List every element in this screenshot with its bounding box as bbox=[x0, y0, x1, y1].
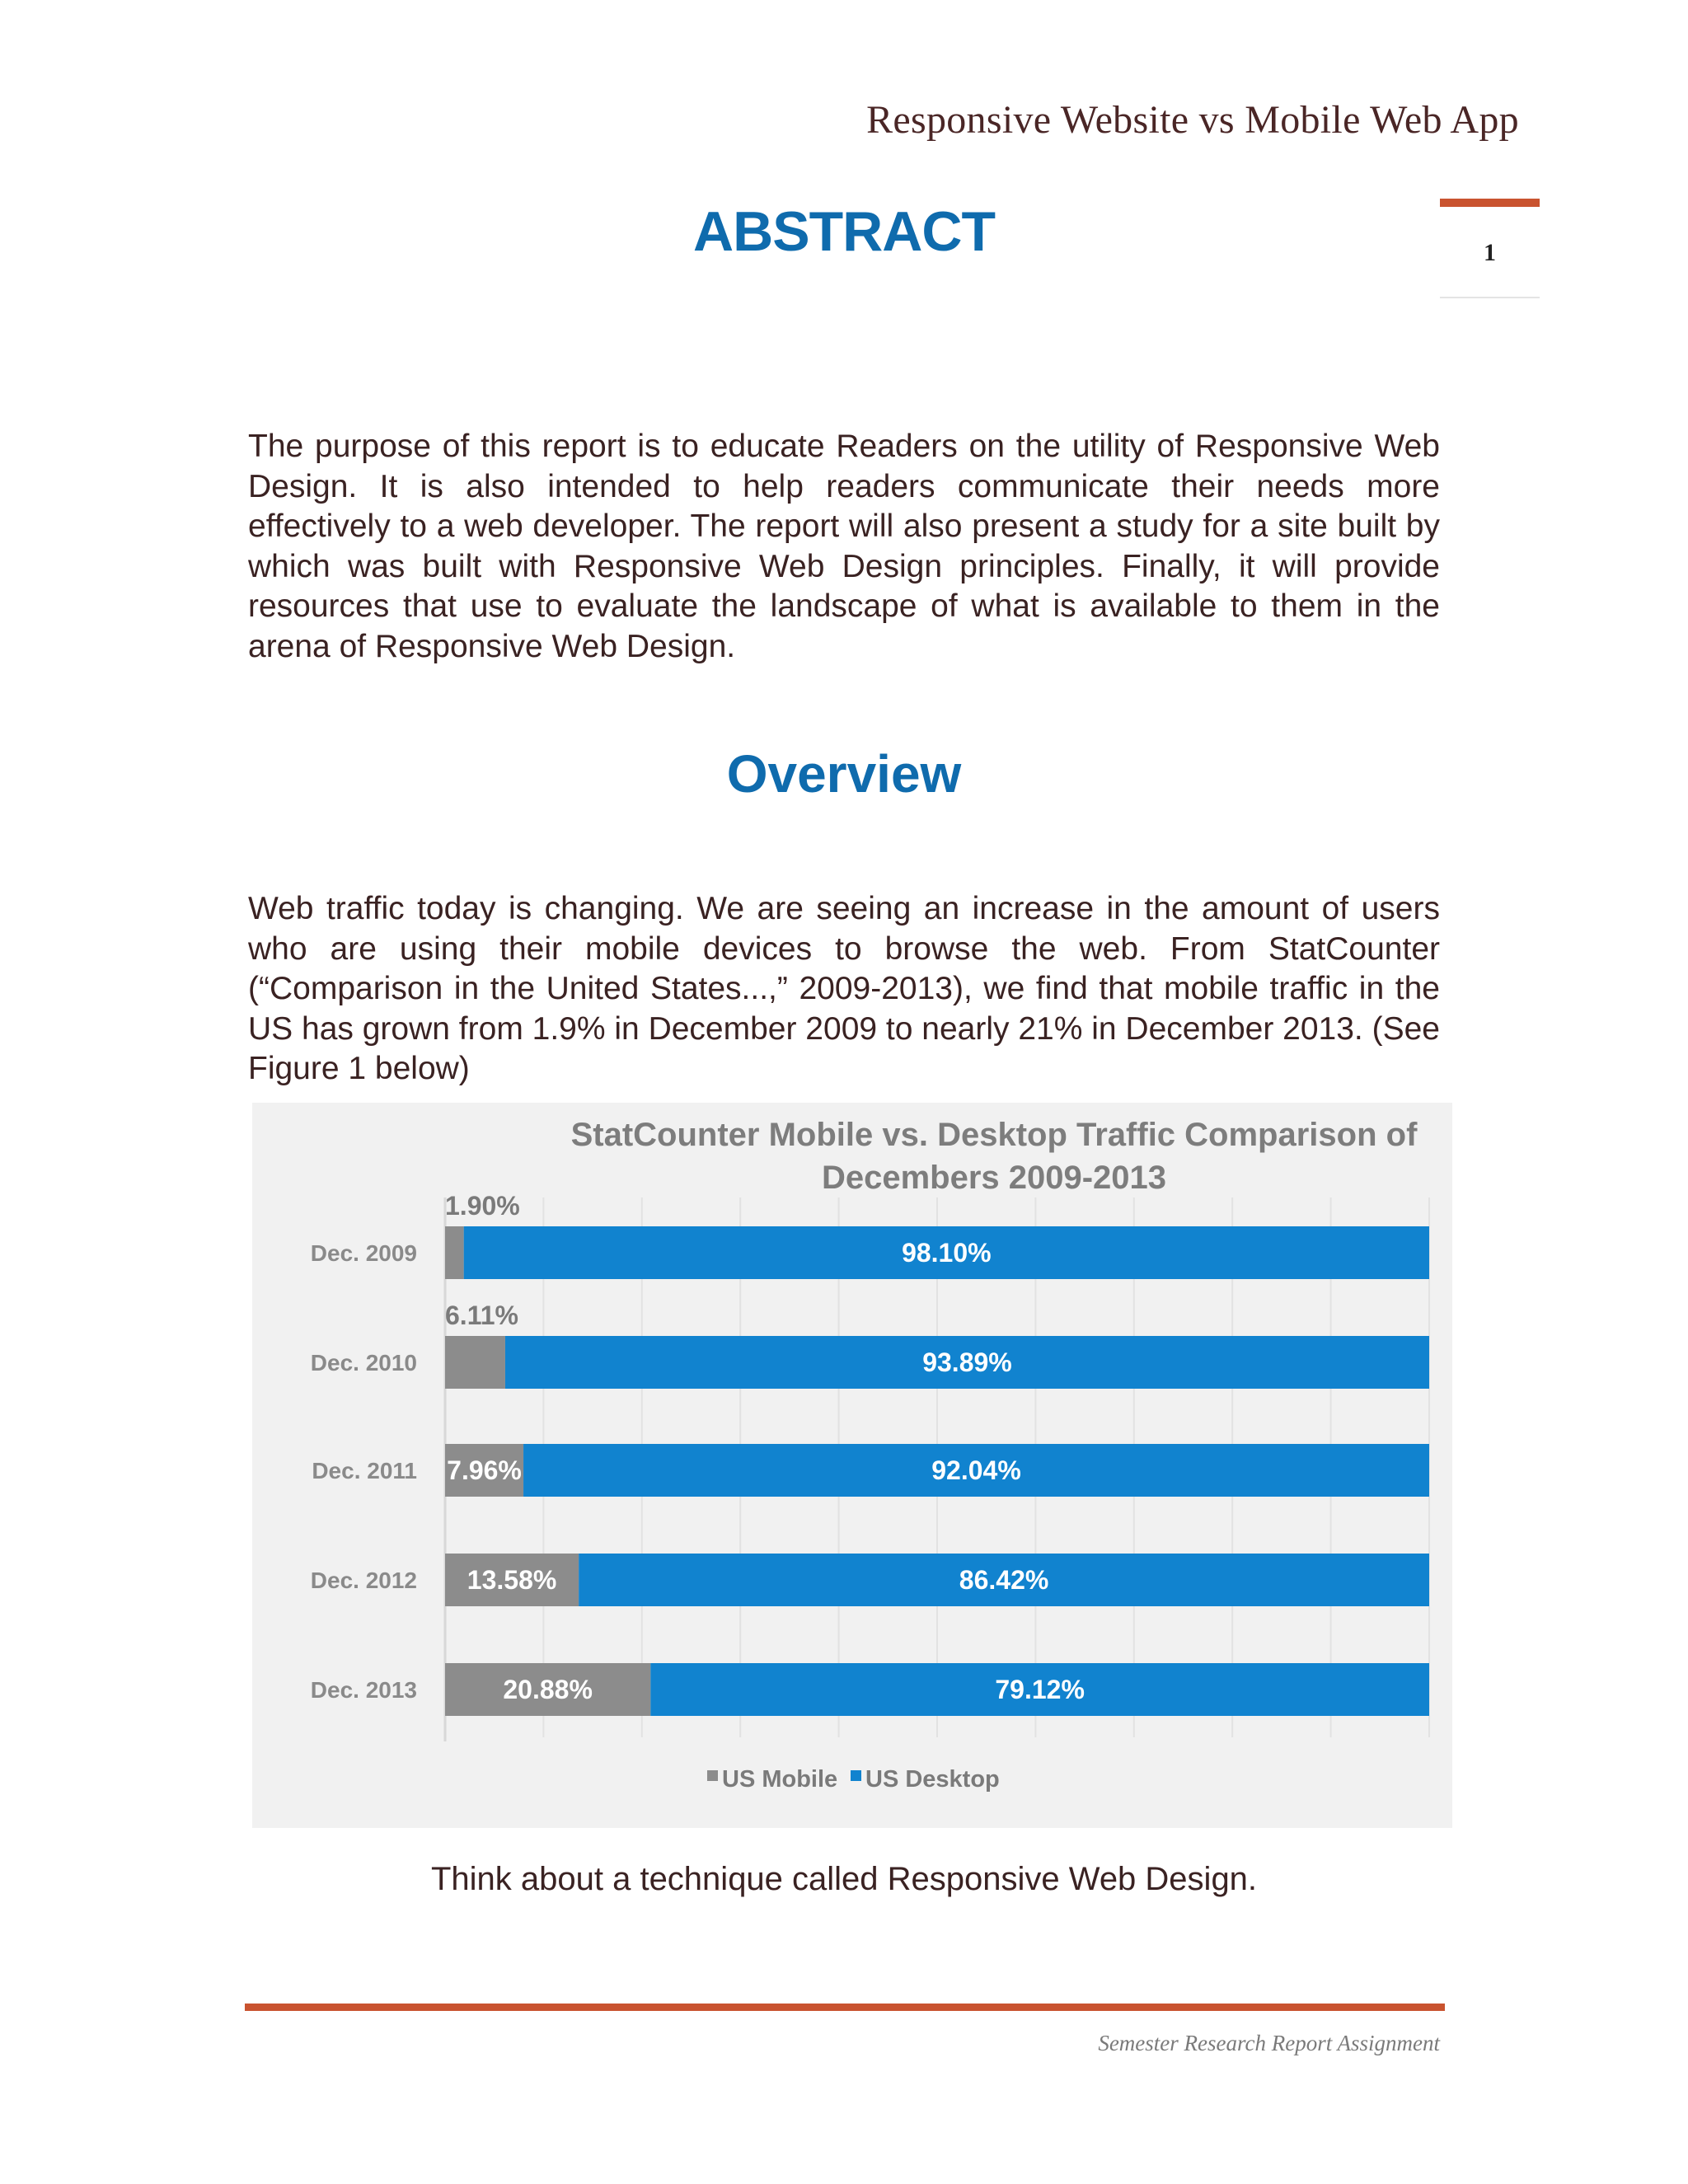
bar-us-mobile bbox=[445, 1336, 505, 1389]
overview-heading: Overview bbox=[726, 744, 962, 804]
legend-label-us-mobile: US Mobile bbox=[722, 1766, 838, 1793]
chart-category-label: Dec. 2009 bbox=[310, 1240, 417, 1266]
traffic-chart bbox=[252, 1103, 1452, 1828]
overview-paragraph: Web traffic today is changing. We are seeing an increase in the amount of users who are using their mobile devices to browse the web. From StatCounter (“Comparison in the United States...,” 2009-2013), we find that mobile traffic in the US has grown from 1.9% in December 2009 to nearly 21% in December 2013. (See Figure 1 below) bbox=[248, 891, 1440, 1086]
page-tab-rule bbox=[1440, 297, 1540, 298]
legend-label-us-desktop: US Desktop bbox=[865, 1766, 1000, 1793]
bar-label-us-desktop: 86.42% bbox=[959, 1565, 1049, 1595]
bar-label-us-mobile: 1.90% bbox=[445, 1191, 520, 1221]
bar-label-us-mobile: 13.58% bbox=[467, 1565, 557, 1595]
footer-rule bbox=[245, 2004, 1445, 2011]
bar-label-us-mobile: 6.11% bbox=[445, 1301, 518, 1330]
chart-category-label: Dec. 2012 bbox=[310, 1568, 417, 1593]
chart-title: StatCounter Mobile vs. Desktop Traffic Comparison of Decembers 2009-2013 bbox=[570, 1117, 1418, 1196]
abstract-paragraph: The purpose of this report is to educate Readers on the utility of Responsive Web Design. It is also intended to help readers communicate their needs more effectively to a web developer. The report will also present a study for a site built by which was built with Responsive Web Design principles. Finally, it will provide resources that use to evaluate the landscape of what is available to them in the arena of Responsive Web Design. bbox=[248, 429, 1440, 664]
bar-label-us-desktop: 98.10% bbox=[902, 1238, 992, 1268]
bar-label-us-desktop: 79.12% bbox=[995, 1675, 1085, 1704]
bar-label-us-mobile: 7.96% bbox=[447, 1455, 522, 1485]
chart-category-label: Dec. 2013 bbox=[310, 1677, 417, 1703]
page-number: 1 bbox=[1484, 239, 1496, 266]
bar-label-us-mobile: 20.88% bbox=[503, 1675, 593, 1704]
bar-label-us-desktop: 93.89% bbox=[922, 1347, 1012, 1377]
running-header: Responsive Website vs Mobile Web App bbox=[866, 98, 1519, 142]
bar-us-mobile bbox=[445, 1226, 464, 1279]
bar-label-us-desktop: 92.04% bbox=[931, 1455, 1021, 1485]
footer-text: Semester Research Report Assignment bbox=[1098, 2031, 1440, 2055]
figure-caption: Think about a technique called Responsive Web Design. bbox=[430, 1861, 1258, 1897]
legend-swatch-us-desktop bbox=[851, 1770, 861, 1781]
abstract-heading: ABSTRACT bbox=[693, 200, 995, 263]
legend-swatch-us-mobile bbox=[707, 1770, 718, 1781]
chart-category-label: Dec. 2010 bbox=[310, 1350, 417, 1376]
chart-category-label: Dec. 2011 bbox=[312, 1458, 417, 1483]
traffic-chart-figure bbox=[252, 1103, 1452, 1828]
